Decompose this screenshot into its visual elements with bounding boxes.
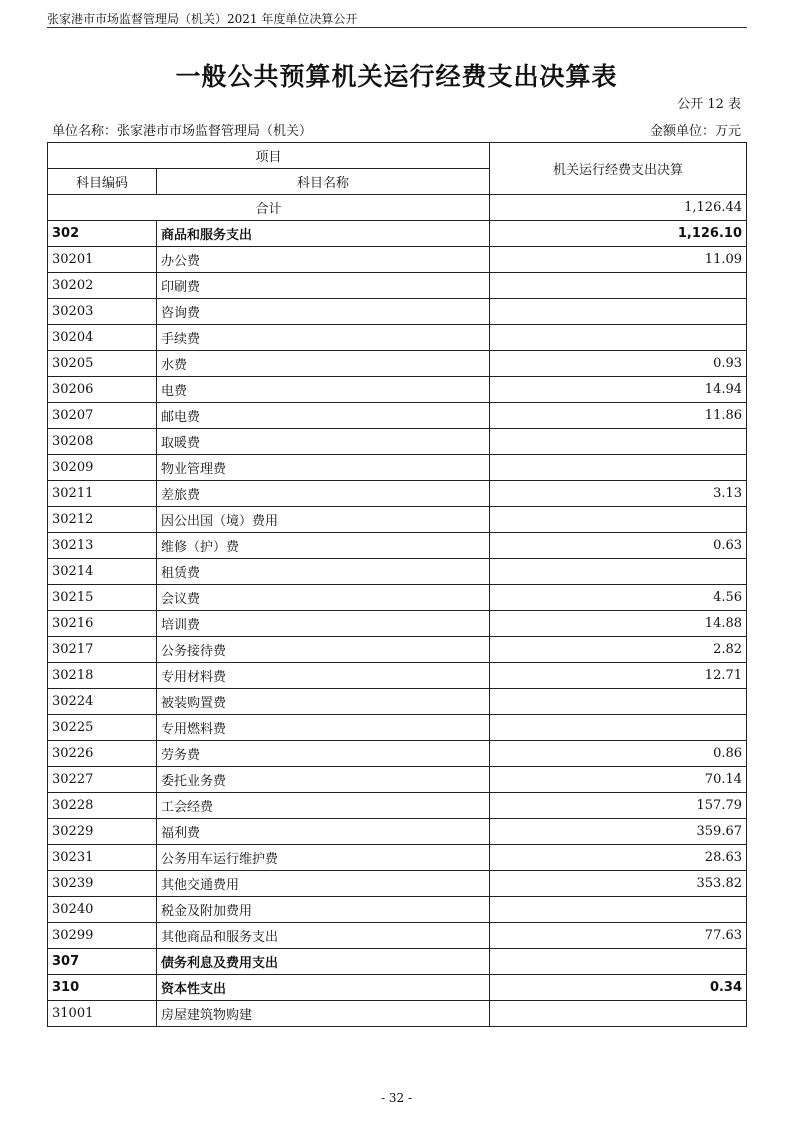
table-row (48, 247, 747, 273)
row-amount: 0.93 (490, 351, 747, 377)
row-code: 30206 (48, 377, 157, 403)
table-row (48, 559, 747, 585)
row-amount (490, 299, 747, 325)
table-row (48, 221, 747, 247)
row-name: 会议费 (157, 585, 490, 611)
row-code: 30205 (48, 351, 157, 377)
row-name: 手续费 (157, 325, 490, 351)
header-row-item (48, 143, 747, 169)
row-code: 30207 (48, 403, 157, 429)
table-row (48, 897, 747, 923)
running-header: 张家港市市场监督管理局（机关）2021 年度单位决算公开 (47, 12, 358, 26)
row-code: 30213 (48, 533, 157, 559)
row-amount: 4.56 (490, 585, 747, 611)
header-name: 科目名称 (157, 169, 490, 195)
table-row (48, 871, 747, 897)
row-amount (490, 1001, 747, 1027)
table-row (48, 741, 747, 767)
row-amount (490, 429, 747, 455)
table-row (48, 403, 747, 429)
row-code: 30224 (48, 689, 157, 715)
expenditure-table (47, 142, 747, 1027)
table-row (48, 481, 747, 507)
row-code: 30203 (48, 299, 157, 325)
row-amount: 3.13 (490, 481, 747, 507)
row-amount (490, 897, 747, 923)
row-amount: 11.09 (490, 247, 747, 273)
row-code: 30208 (48, 429, 157, 455)
row-code: 307 (48, 949, 157, 975)
table-row (48, 585, 747, 611)
row-name: 资本性支出 (157, 975, 490, 1001)
row-code: 30212 (48, 507, 157, 533)
row-name: 其他交通费用 (157, 871, 490, 897)
row-code: 30215 (48, 585, 157, 611)
row-amount: 14.94 (490, 377, 747, 403)
total-amount: 1,126.44 (490, 195, 747, 221)
row-code: 302 (48, 221, 157, 247)
header-item: 项目 (48, 143, 490, 169)
row-name: 租赁费 (157, 559, 490, 585)
row-name: 公务用车运行维护费 (157, 845, 490, 871)
row-code: 310 (48, 975, 157, 1001)
row-amount: 0.86 (490, 741, 747, 767)
row-name: 房屋建筑物购建 (157, 1001, 490, 1027)
table-row (48, 325, 747, 351)
row-code: 30214 (48, 559, 157, 585)
row-amount: 70.14 (490, 767, 747, 793)
row-amount: 11.86 (490, 403, 747, 429)
row-amount (490, 715, 747, 741)
table-row (48, 975, 747, 1001)
row-amount: 353.82 (490, 871, 747, 897)
row-code: 30240 (48, 897, 157, 923)
row-amount: 0.63 (490, 533, 747, 559)
row-code: 30227 (48, 767, 157, 793)
row-name: 取暖费 (157, 429, 490, 455)
row-code: 30216 (48, 611, 157, 637)
row-name: 邮电费 (157, 403, 490, 429)
row-amount: 2.82 (490, 637, 747, 663)
row-amount: 359.67 (490, 819, 747, 845)
row-code: 30202 (48, 273, 157, 299)
table-row (48, 507, 747, 533)
row-name: 差旅费 (157, 481, 490, 507)
row-name: 因公出国（境）费用 (157, 507, 490, 533)
table-row (48, 377, 747, 403)
row-name: 债务利息及费用支出 (157, 949, 490, 975)
row-amount: 157.79 (490, 793, 747, 819)
table-row (48, 455, 747, 481)
row-name: 委托业务费 (157, 767, 490, 793)
table-row (48, 689, 747, 715)
table-row (48, 637, 747, 663)
row-name: 商品和服务支出 (157, 221, 490, 247)
row-name: 税金及附加费用 (157, 897, 490, 923)
row-name: 电费 (157, 377, 490, 403)
total-label: 合计 (48, 195, 490, 221)
row-code: 30229 (48, 819, 157, 845)
row-code: 30204 (48, 325, 157, 351)
row-name: 咨询费 (157, 299, 490, 325)
table-row (48, 923, 747, 949)
table-row (48, 819, 747, 845)
row-code: 30231 (48, 845, 157, 871)
row-code: 30226 (48, 741, 157, 767)
table-row (48, 949, 747, 975)
table-row (48, 715, 747, 741)
table-row (48, 299, 747, 325)
header-code: 科目编码 (48, 169, 157, 195)
row-amount: 28.63 (490, 845, 747, 871)
row-amount (490, 455, 747, 481)
row-code: 31001 (48, 1001, 157, 1027)
row-name: 专用材料费 (157, 663, 490, 689)
row-name: 培训费 (157, 611, 490, 637)
table-row (48, 273, 747, 299)
row-code: 30209 (48, 455, 157, 481)
row-amount (490, 559, 747, 585)
table-row (48, 533, 747, 559)
row-name: 被装购置费 (157, 689, 490, 715)
total-row (48, 195, 747, 221)
row-name: 物业管理费 (157, 455, 490, 481)
row-code: 30299 (48, 923, 157, 949)
row-amount: 77.63 (490, 923, 747, 949)
row-name: 印刷费 (157, 273, 490, 299)
row-code: 30211 (48, 481, 157, 507)
row-amount: 0.34 (490, 975, 747, 1001)
row-amount: 12.71 (490, 663, 747, 689)
table-row (48, 663, 747, 689)
table-body (48, 143, 747, 1027)
row-amount: 1,126.10 (490, 221, 747, 247)
table-row (48, 351, 747, 377)
row-amount (490, 689, 747, 715)
row-code: 30239 (48, 871, 157, 897)
row-code: 30218 (48, 663, 157, 689)
table-row (48, 611, 747, 637)
row-name: 其他商品和服务支出 (157, 923, 490, 949)
table-number: 公开 12 表 (677, 97, 741, 112)
row-name: 公务接待费 (157, 637, 490, 663)
table-row (48, 845, 747, 871)
row-amount (490, 325, 747, 351)
unit-name: 单位名称：张家港市市场监督管理局（机关） (52, 124, 313, 139)
page-number: - 32 - (380, 1091, 412, 1105)
row-code: 30217 (48, 637, 157, 663)
row-name: 维修（护）费 (157, 533, 490, 559)
row-amount: 14.88 (490, 611, 747, 637)
row-name: 工会经费 (157, 793, 490, 819)
row-code: 30228 (48, 793, 157, 819)
row-amount (490, 949, 747, 975)
table-row (48, 793, 747, 819)
row-amount (490, 273, 747, 299)
page-title: 一般公共预算机关运行经费支出决算表 (175, 62, 618, 91)
row-name: 办公费 (157, 247, 490, 273)
row-amount (490, 507, 747, 533)
row-name: 福利费 (157, 819, 490, 845)
row-code: 30225 (48, 715, 157, 741)
row-code: 30201 (48, 247, 157, 273)
header-divider (47, 27, 747, 28)
table-row (48, 767, 747, 793)
row-name: 劳务费 (157, 741, 490, 767)
table-row (48, 1001, 747, 1027)
amount-unit: 金额单位：万元 (649, 124, 741, 139)
header-amount: 机关运行经费支出决算 (490, 143, 747, 195)
row-name: 水费 (157, 351, 490, 377)
row-name: 专用燃料费 (157, 715, 490, 741)
table-row (48, 429, 747, 455)
